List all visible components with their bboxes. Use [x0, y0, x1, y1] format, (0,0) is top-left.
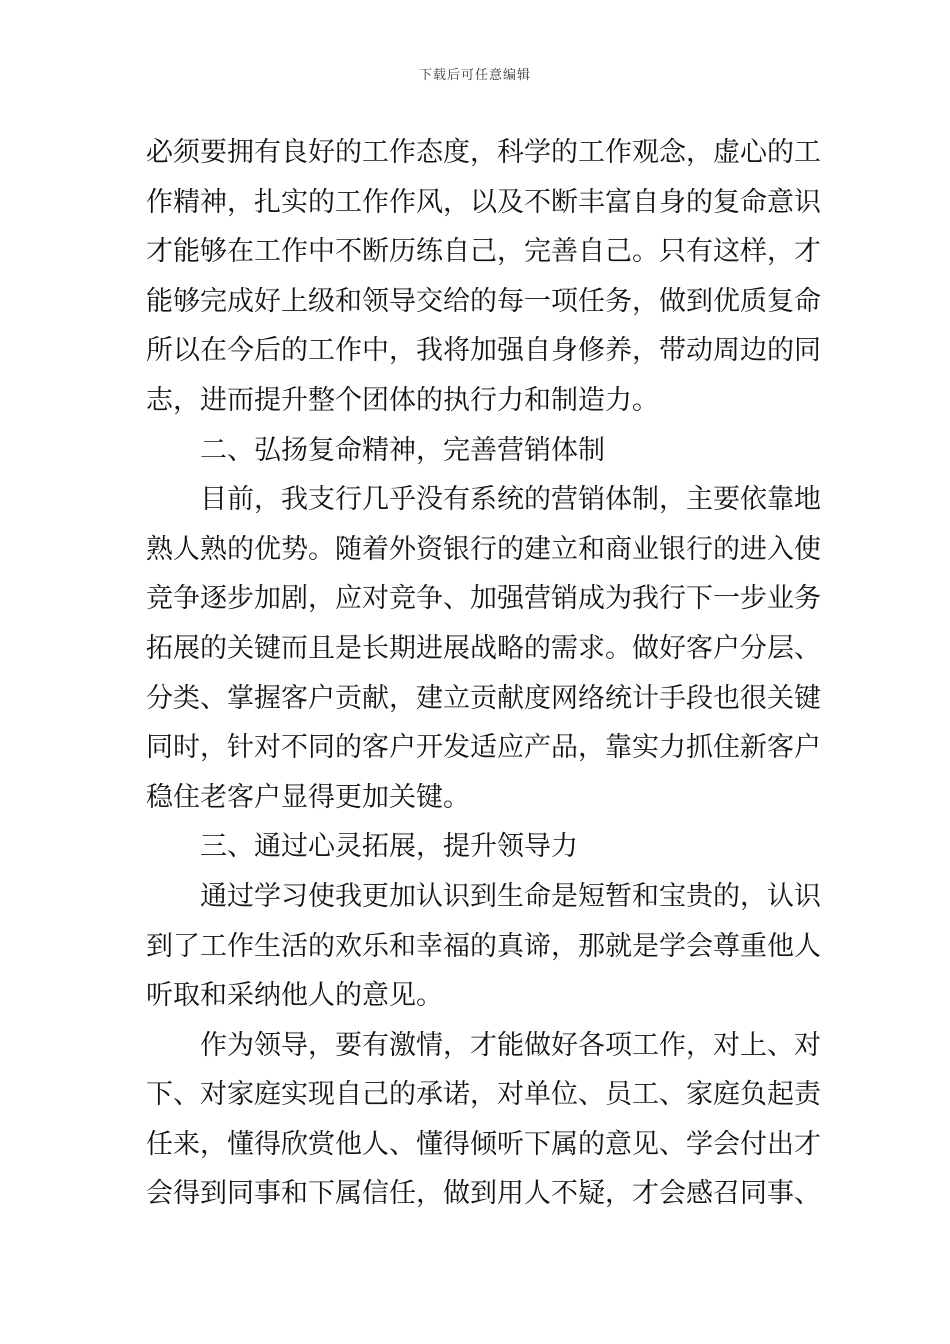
section-heading: 二、弘扬复命精神，完善营销体制 [200, 434, 605, 466]
text-line: 稳住老客户显得更加关键。 [146, 781, 470, 813]
text-line: 必须要拥有良好的工作态度，科学的工作观念，虚心的工 [146, 137, 821, 168]
section-heading: 三、通过心灵拓展，提升领导力 [200, 831, 578, 863]
text-line: 才能够在工作中不断历练自己，完善自己。只有这样，才 [146, 236, 821, 268]
text-line: 作精神，扎实的工作作风，以及不断丰富自身的复命意识 [146, 186, 821, 218]
text-line: 竞争逐步加剧，应对竞争、加强营销成为我行下一步业务 [146, 583, 821, 615]
text-line: 同时，针对不同的客户开发适应产品，靠实力抓住新客户 [146, 732, 821, 764]
text-line: 会得到同事和下属信任，做到用人不疑，才会感召同事、 [146, 1178, 821, 1210]
text-line: 任来，懂得欣赏他人、懂得倾听下属的意见、学会付出才 [146, 1128, 821, 1160]
text-line: 分类、掌握客户贡献，建立贡献度网络统计手段也很关键 [146, 682, 821, 714]
text-line: 目前，我支行几乎没有系统的营销体制，主要依靠地 [200, 484, 821, 516]
text-line: 下、对家庭实现自己的承诺，对单位、员工、家庭负起责 [146, 1079, 821, 1111]
text-line: 熟人熟的优势。随着外资银行的建立和商业银行的进入使 [146, 533, 821, 565]
text-line: 所以在今后的工作中，我将加强自身修养，带动周边的同 [146, 335, 821, 367]
text-line: 到了工作生活的欢乐和幸福的真谛，那就是学会尊重他人 [146, 930, 821, 962]
document-body [146, 128, 821, 1219]
text-line: 听取和采纳他人的意见。 [146, 980, 443, 1012]
text-line: 志，进而提升整个团体的执行力和制造力。 [146, 384, 659, 416]
text-line: 能够完成好上级和领导交给的每一项任务，做到优质复命 [146, 285, 821, 317]
text-line: 拓展的关键而且是长期进展战略的需求。做好客户分层、 [146, 632, 821, 664]
page-header: 下载后可任意编辑 [418, 68, 531, 83]
text-line: 作为领导，要有激情，才能做好各项工作，对上、对 [200, 1029, 821, 1061]
text-line: 通过学习使我更加认识到生命是短暂和宝贵的，认识 [200, 880, 821, 912]
